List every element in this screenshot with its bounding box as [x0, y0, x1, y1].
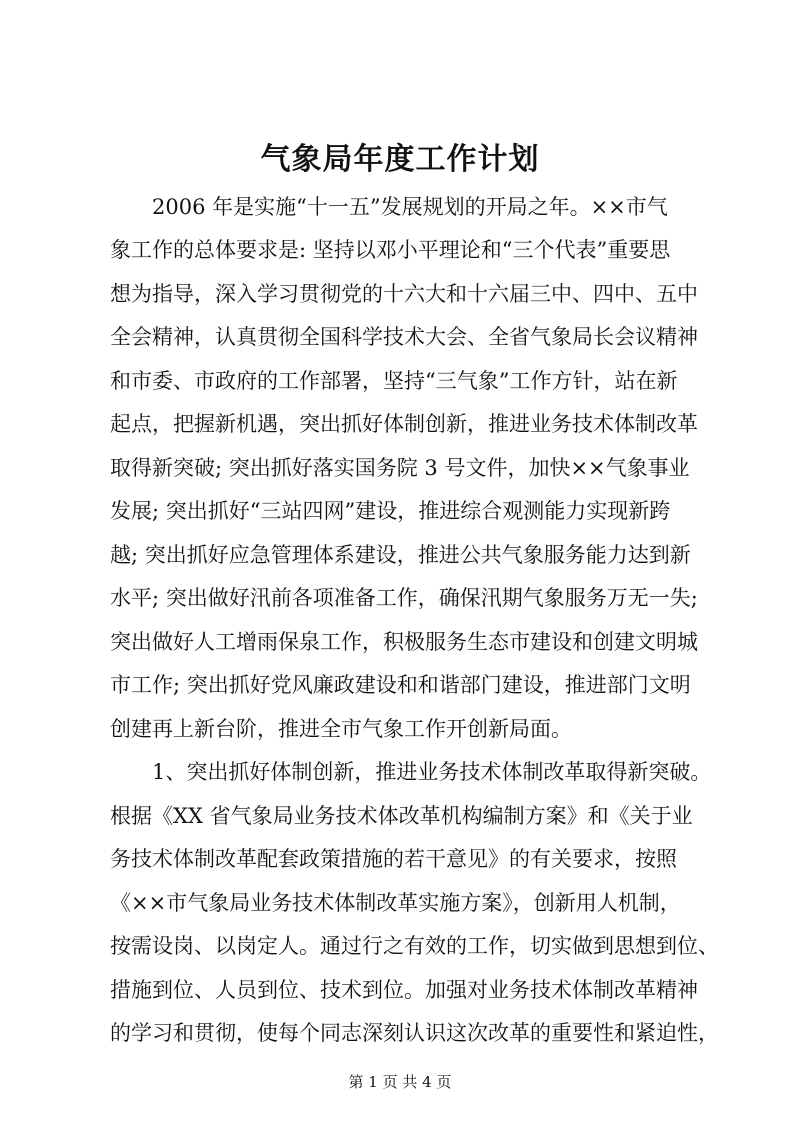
body-line: 1、突出抓好体制创新，推进业务技术体制改革取得新突破。	[110, 760, 712, 784]
body-line: 措施到位、人员到位、技术到位。加强对业务技术体制改革精神	[110, 978, 698, 1002]
body-line: 务技术体制改革配套政策措施的若干意见》的有关要求，按照	[110, 847, 677, 871]
body-line: 2006 年是实施“十一五”发展规划的开局之年。××市气	[110, 195, 668, 219]
body-line: 《××市气象局业务技术体制改革实施方案》，创新用人机制，	[110, 891, 681, 915]
page-number: 第 1 页 共 4 页	[348, 1073, 452, 1091]
body-line: 取得新突破; 突出抓好落实国务院 3 号文件，加快××气象事业	[110, 456, 690, 480]
body-line: 起点，把握新机遇，突出抓好体制创新，推进业务技术体制改革	[110, 412, 698, 436]
body-line: 发展; 突出抓好“三站四网”建设，推进综合观测能力实现新跨	[110, 499, 671, 523]
document-title: 气象局年度工作计划	[260, 142, 540, 177]
body-line: 突出做好人工增雨保泉工作，积极服务生态市建设和创建文明城	[110, 630, 698, 654]
body-line: 的学习和贯彻，使每个同志深刻认识这次改革的重要性和紧迫性，	[110, 1021, 719, 1045]
body-line: 水平; 突出做好汛前各项准备工作，确保汛期气象服务万无一失;	[110, 586, 698, 610]
body-line: 全会精神，认真贯彻全国科学技术大会、全省气象局长会议精神	[110, 325, 698, 349]
body-line: 按需设岗、以岗定人。通过行之有效的工作，切实做到思想到位、	[110, 934, 719, 958]
body-line: 创建再上新台阶，推进全市气象工作开创新局面。	[110, 717, 572, 741]
body-line: 市工作; 突出抓好党风廉政建设和和谐部门建设，推进部门文明	[110, 673, 691, 697]
body-line: 根据《XX 省气象局业务技术体改革机构编制方案》和《关于业	[110, 804, 693, 828]
body-line: 想为指导，深入学习贯彻党的十六大和十六届三中、四中、五中	[110, 282, 698, 306]
body-line: 越; 突出抓好应急管理体系建设，推进公共气象服务能力达到新	[110, 543, 691, 567]
body-line: 象工作的总体要求是: 坚持以邓小平理论和“三个代表”重要思	[110, 238, 671, 262]
body-line: 和市委、市政府的工作部署，坚持“三气象”工作方针，站在新	[110, 369, 678, 393]
